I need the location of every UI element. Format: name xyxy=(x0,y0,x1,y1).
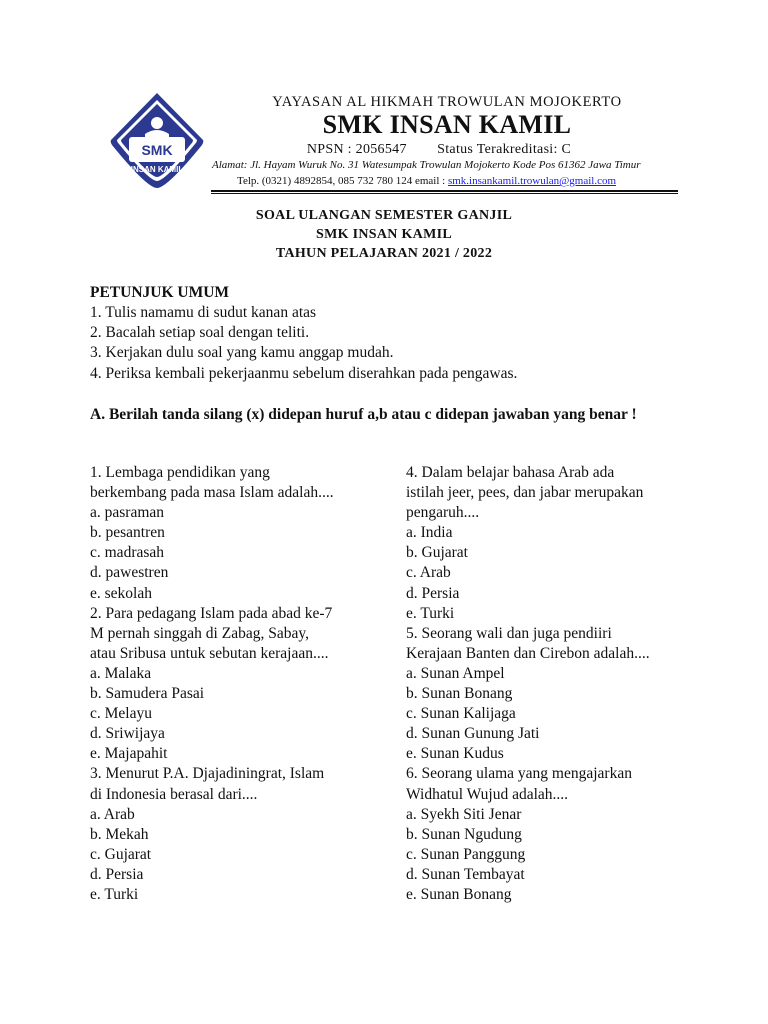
foundation-name: YAYASAN AL HIKMAH TROWULAN MOJOKERTO xyxy=(272,94,622,110)
answer-option: d. Sunan Tembayat xyxy=(406,865,525,883)
answer-option: e. sekolah xyxy=(90,584,152,602)
telephone: Telp. (0321) 4892854, 085 732 780 124 email : xyxy=(237,175,448,187)
question-line: berkembang pada masa Islam adalah.... xyxy=(90,484,334,502)
answer-option: c. Sunan Kalijaga xyxy=(406,705,516,723)
svg-text:SMK: SMK xyxy=(141,142,173,158)
answer-option: a. Sunan Ampel xyxy=(406,664,505,682)
answer-option: a. pasraman xyxy=(90,504,165,522)
answer-option: b. Samudera Pasai xyxy=(90,685,205,703)
answer-option: a. India xyxy=(406,524,453,542)
answer-option: c. Sunan Panggung xyxy=(406,845,526,863)
school-address: Alamat: Jl. Hayam Wuruk No. 31 Watesumpak Trowulan Mojokerto Kode Pos 61362 Jawa Timur xyxy=(212,159,641,171)
accreditation-status: Status Terakreditasi: C xyxy=(437,142,572,157)
instruction-item: 2. Bacalah setiap soal dengan teliti. xyxy=(90,324,310,341)
school-name: SMK INSAN KAMIL xyxy=(322,110,572,139)
answer-option: b. pesantren xyxy=(90,524,165,542)
svg-text:INSAN KAMIL: INSAN KAMIL xyxy=(130,165,184,174)
answer-option: d. Sunan Gunung Jati xyxy=(406,725,540,743)
question-line: di Indonesia berasal dari.... xyxy=(90,785,258,803)
header-rule xyxy=(211,190,678,192)
answer-option: c. Gujarat xyxy=(90,845,152,863)
question-line: Widhatul Wujud adalah.... xyxy=(406,785,569,803)
answer-option: d. Persia xyxy=(406,584,460,602)
answer-option: d. Sriwijaya xyxy=(90,725,165,743)
question-line: 6. Seorang ulama yang mengajarkan xyxy=(406,765,632,783)
question-line: 4. Dalam belajar bahasa Arab ada xyxy=(406,464,615,481)
answer-option: e. Majapahit xyxy=(90,745,168,763)
answer-option: b. Sunan Ngudung xyxy=(406,825,522,843)
answer-option: c. Arab xyxy=(406,564,451,582)
answer-option: c. madrasah xyxy=(90,544,165,562)
exam-school: SMK INSAN KAMIL xyxy=(316,227,452,242)
question-line: istilah jeer, pees, dan jabar merupakan xyxy=(406,484,644,502)
answer-option: d. pawestren xyxy=(90,564,169,582)
question-line: M pernah singgah di Zabag, Sabay, xyxy=(90,624,309,642)
npsn-status-line xyxy=(64,142,768,158)
question-line: 2. Para pedagang Islam pada abad ke-7 xyxy=(90,604,333,622)
answer-option: a. Arab xyxy=(90,805,135,823)
answer-option: b. Gujarat xyxy=(406,544,468,562)
instruction-item: 3. Kerjakan dulu soal yang kamu anggap mudah. xyxy=(90,344,394,361)
part-a-instruction: A. Berilah tanda silang (x) didepan huruf a,b atau c didepan jawaban yang benar ! xyxy=(90,406,637,423)
answer-option: e. Turki xyxy=(90,885,139,903)
answer-option: c. Melayu xyxy=(90,705,152,723)
question-line: atau Sribusa untuk sebutan kerajaan.... xyxy=(90,644,329,662)
contact-line xyxy=(237,175,667,187)
answer-option: b. Sunan Bonang xyxy=(406,685,513,703)
questions-left-column xyxy=(90,463,380,905)
instruction-item: 4. Periksa kembali pekerjaanmu sebelum diserahkan pada pengawas. xyxy=(90,365,518,382)
question-line: 1. Lembaga pendidikan yang xyxy=(90,464,270,481)
question-line: pengaruh.... xyxy=(406,504,480,522)
npsn: NPSN : 2056547 xyxy=(306,142,407,157)
answer-option: e. Sunan Bonang xyxy=(406,885,512,903)
questions-right-column xyxy=(406,463,706,905)
exam-year: TAHUN PELAJARAN 2021 / 2022 xyxy=(275,246,493,261)
instruction-item: 1. Tulis namamu di sudut kanan atas xyxy=(90,304,317,321)
answer-option: e. Sunan Kudus xyxy=(406,745,504,763)
answer-option: d. Persia xyxy=(90,865,144,883)
question-line: Kerajaan Banten dan Cirebon adalah.... xyxy=(406,644,650,662)
answer-option: e. Turki xyxy=(406,604,455,622)
exam-title: SOAL ULANGAN SEMESTER GANJIL xyxy=(255,208,513,223)
question-line: 5. Seorang wali dan juga pendiiri xyxy=(406,624,612,642)
header-rule-thin xyxy=(211,193,678,194)
email-link[interactable]: smk.insankamil.trowulan@gmail.com xyxy=(447,175,617,187)
answer-option: a. Syekh Siti Jenar xyxy=(406,805,522,823)
answer-option: b. Mekah xyxy=(90,825,149,843)
answer-option: a. Malaka xyxy=(90,664,152,682)
instructions-heading: PETUNJUK UMUM xyxy=(90,284,230,301)
question-line: 3. Menurut P.A. Djajadiningrat, Islam xyxy=(90,765,325,783)
